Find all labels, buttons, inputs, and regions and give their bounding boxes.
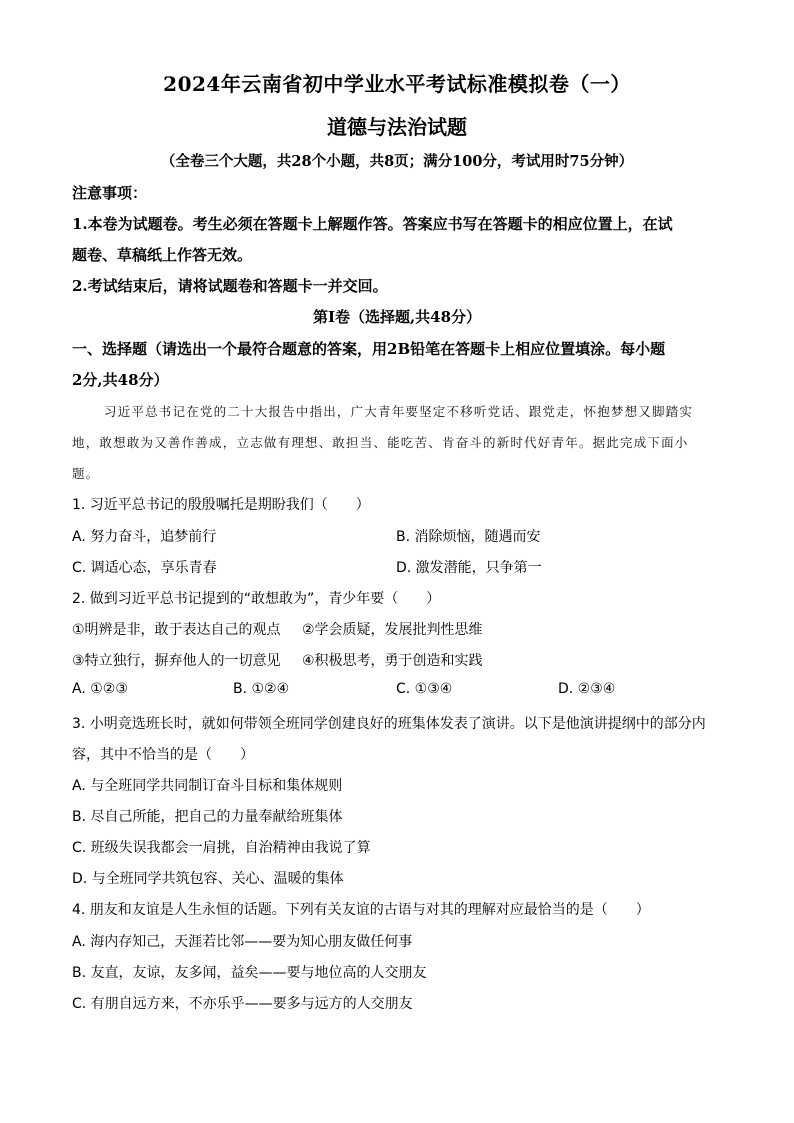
question-3-option-a: A. 与全班同学共同制订奋斗目标和集体规则 [72,778,343,794]
question-1-option-d: D. 激发潜能，只争第一 [396,560,542,576]
question-2-statement-4: ④积极思考，勇于创造和实践 [302,653,483,669]
exam-title: 2024年云南省初中学业水平考试标准模拟卷（一） [163,72,631,96]
question-1-option-c: C. 调适心态，享乐青春 [72,560,217,576]
question-4-option-c: C. 有朋自远方来，不亦乐乎——要多与远方的人交朋友 [72,996,413,1012]
question-2-stem: 2. 做到习近平总书记提到的“敢想敢为”，青少年要（ ） [72,591,441,607]
question-3-stem-cont: 容，其中不恰当的是（ ） [72,747,254,763]
question-2-option-d: D. ②③④ [558,681,616,697]
question-3-stem: 3. 小明竞选班长时，就如何带领全班同学创建良好的班集体发表了演讲。以下是他演讲提纲中的部分内 [72,716,706,732]
question-2-option-b: B. ①②④ [233,681,290,697]
section-instructions: 一、选择题（请选出一个最符合题意的答案，用2B铅笔在答题卡上相应位置填涂。每小题 [72,340,666,358]
question-4-option-a: A. 海内存知己，天涯若比邻——要为知心朋友做任何事 [72,934,413,950]
question-3-option-d: D. 与全班同学共筑包容、关心、温暖的集体 [72,871,344,887]
part1-heading: 第Ⅰ卷（选择题,共48分） [312,308,482,326]
question-3-option-b: B. 尽自己所能，把自己的力量奉献给班集体 [72,809,343,825]
question-2-option-a: A. ①②③ [72,681,128,697]
question-4-stem: 4. 朋友和友谊是人生永恒的话题。下列有关友谊的古语与对其的理解对应最恰当的是（ ） [72,902,650,918]
question-2-option-c: C. ①③④ [396,681,453,697]
question-1-option-a: A. 努力奋斗，追梦前行 [72,529,217,545]
question-1-option-b: B. 消除烦恼，随遇而安 [396,529,541,545]
notice-heading: 注意事项： [72,184,148,202]
question-2-statement-2: ②学会质疑，发展批判性思维 [302,622,483,638]
passage-line-3: 题。 [72,466,100,481]
question-4-option-b: B. 友直，友谅，友多闻，益矣——要与地位高的人交朋友 [72,965,427,981]
question-3-option-c: C. 班级失误我都会一肩挑，自治精神由我说了算 [72,840,371,856]
notice-item-2: 2.考试结束后，请将试题卷和答题卡一并交回。 [72,277,388,295]
subject-title: 道德与法治试题 [327,115,467,139]
question-2-statement-3: ③特立独行，摒弃他人的一切意见 [72,653,281,669]
notice-item-1: 1.本卷为试题卷。考生必须在答题卡上解题作答。答案应书写在答题卡的相应位置上，在试 [72,215,673,233]
notice-item-1-cont: 题卷、草稿纸上作答无效。 [72,246,253,264]
passage-line-1: 习近平总书记在党的二十大报告中指出，广大青年要坚定不移听党话、跟党走，怀抱梦想又脚踏实 [104,404,694,419]
question-2-statement-1: ①明辨是非，敢于表达自己的观点 [72,622,281,638]
question-1-stem: 1. 习近平总书记的殷殷嘱托是期盼我们（ ） [72,497,370,513]
passage-line-2: 地，敢想敢为又善作善成，立志做有理想、敢担当、能吃苦、肯奋斗的新时代好青年。据此完成下面小 [72,435,689,450]
section-instructions-cont: 2分,共48分） [72,371,169,389]
exam-info: （全卷三个大题，共28个小题，共8页；满分100分，考试用时75分钟） [160,153,634,170]
